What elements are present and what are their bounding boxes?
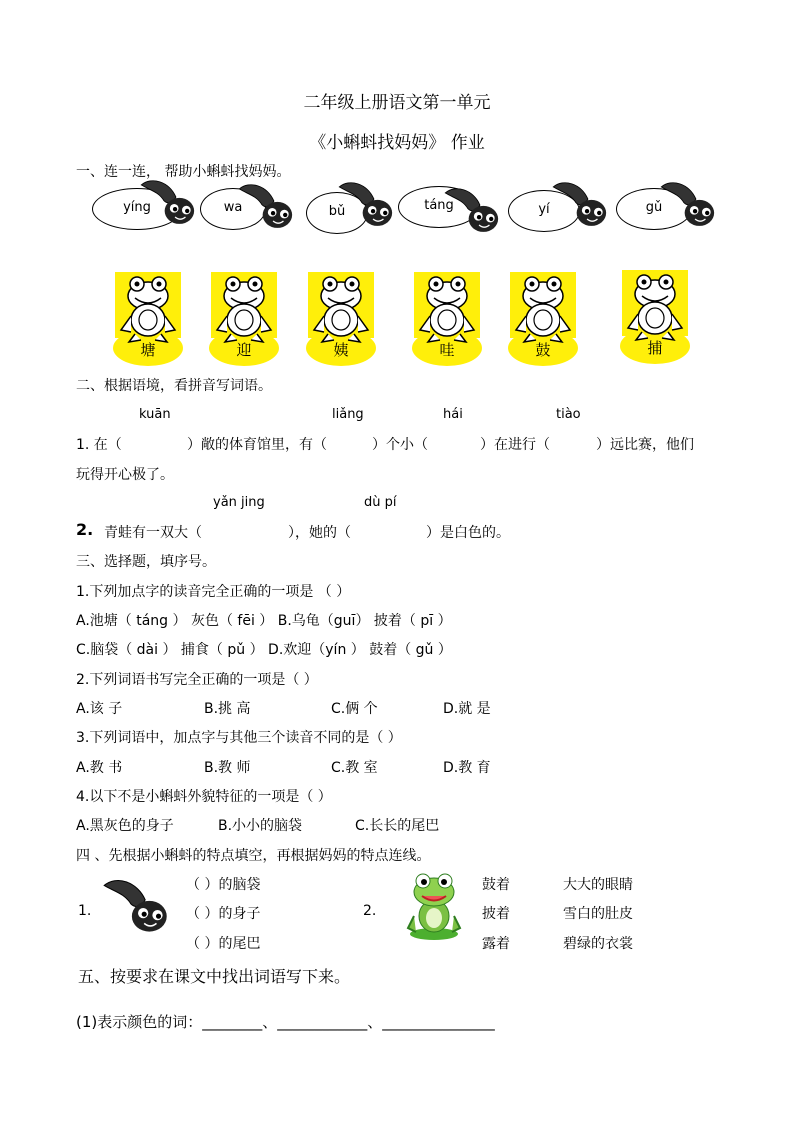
s2-q1-part: ）个小（ — [372, 437, 428, 453]
pinyin-label: yí — [538, 202, 550, 217]
page-subtitle: 《小蝌蚪找妈妈》 作业 — [309, 133, 485, 153]
s3-q3-option: D.教 育 — [443, 760, 491, 776]
s3-q4: 4.以下不是小蝌蚪外貌特征的一项是（ ） — [76, 789, 332, 805]
tadpole-icon — [232, 182, 302, 234]
s2-q1-part: 1. 在（ — [76, 437, 122, 453]
pinyin-hint: dù pí — [364, 495, 397, 510]
tadpole-icon — [546, 180, 616, 232]
s4-blank-line: （ ）的尾巴 — [186, 936, 261, 952]
page-title: 二年级上册语文第一单元 — [303, 93, 491, 113]
pinyin-label: táng — [424, 198, 454, 213]
s3-q3-option: B.教 师 — [204, 760, 251, 776]
s4-feature: 大大的眼睛 — [563, 877, 633, 893]
tadpole-icon — [654, 180, 724, 232]
tadpole-icon — [96, 876, 178, 940]
s3-q2: 2.下列词语书写完全正确的一项是（ ） — [76, 672, 318, 688]
s4-blank-line: （ ）的身子 — [186, 906, 261, 922]
frog-card — [510, 272, 576, 368]
pinyin-label: bǔ — [328, 204, 346, 219]
pinyin-hint: yǎn jing — [213, 495, 265, 510]
pinyin-hint: hái — [443, 407, 463, 422]
pinyin-label: wa — [223, 200, 243, 215]
pinyin-label: yíng — [123, 200, 151, 215]
s2-q1-part: ）远比赛，他们 — [596, 437, 694, 453]
green-frog-icon — [404, 872, 464, 942]
frog-icon — [622, 272, 688, 342]
s4-feature: 雪白的肚皮 — [563, 906, 633, 922]
frog-card — [308, 272, 374, 368]
frog-icon — [211, 274, 277, 344]
pinyin-label: gǔ — [645, 200, 663, 215]
section-5-heading: 五、按要求在课文中找出词语写下来。 — [78, 967, 351, 986]
s3-q3-option: A.教 书 — [76, 760, 123, 776]
frog-icon — [510, 274, 576, 344]
s4-verb: 露着 — [482, 936, 510, 952]
frog-character: 捕 — [647, 339, 663, 357]
tadpole-icon — [134, 178, 204, 230]
frog-card — [622, 270, 688, 366]
section-3-heading: 三、选择题，填序号。 — [76, 554, 216, 570]
s4-part1-number: 1. — [78, 903, 92, 919]
tadpole-icon — [332, 180, 402, 232]
s5-q1: (1)表示颜色的词：________、____________、_______________ — [76, 1013, 495, 1031]
s3-q3-option: C.教 室 — [331, 760, 378, 776]
s2-q1-part: ）在进行（ — [480, 437, 550, 453]
frog-character: 哇 — [439, 341, 455, 359]
s4-feature: 碧绿的衣裳 — [563, 936, 633, 952]
s3-q4-option: A.黑灰色的身子 — [76, 818, 174, 834]
frog-card — [414, 272, 480, 368]
s4-verb: 披着 — [482, 906, 510, 922]
s3-q4-option: B.小小的脑袋 — [218, 818, 303, 834]
s3-q1-options-cd: C.脑袋（ dài ） 捕食（ pǔ ） D.欢迎（yín ） 鼓着（ gǔ ） — [76, 642, 452, 658]
s2-q2-part: ）是白色的。 — [426, 525, 510, 541]
s4-part2-number: 2. — [363, 903, 377, 919]
s4-blank-line: （ ）的脑袋 — [186, 877, 261, 893]
pinyin-hint: tiào — [556, 407, 581, 422]
s2-q2-part: ），她的（ — [288, 525, 351, 541]
s3-q2-option: A.该 子 — [76, 701, 123, 717]
s2-q2-part: 青蛙有一双大（ — [104, 525, 202, 541]
s2-q1-part: ）敞的体育馆里，有（ — [187, 437, 327, 453]
frog-icon — [414, 274, 480, 344]
tadpole-icon — [438, 186, 508, 238]
section-4-heading: 四 、先根据小蝌蚪的特点填空，再根据妈妈的特点连线。 — [76, 848, 431, 864]
pinyin-hint: kuān — [139, 407, 171, 422]
s3-q1: 1.下列加点字的读音完全正确的一项是 （ ） — [76, 584, 351, 600]
pinyin-hint: liǎng — [332, 407, 364, 422]
s2-q2-number: 2. — [76, 520, 94, 539]
s3-q1-options-ab: A.池塘（ táng ） 灰色（ fēi ） B.乌龟（guī） 披着（ pī ） — [76, 613, 452, 629]
s2-q1-line2: 玩得开心极了。 — [76, 467, 174, 483]
frog-character: 塘 — [140, 341, 156, 359]
section-2-heading: 二、根据语境，看拼音写词语。 — [76, 378, 272, 394]
s3-q2-option: D.就 是 — [443, 701, 491, 717]
s3-q4-option: C.长长的尾巴 — [355, 818, 440, 834]
s4-verb: 鼓着 — [482, 877, 510, 893]
frog-card — [115, 272, 181, 368]
frog-character: 鼓 — [535, 341, 551, 359]
frog-card — [211, 272, 277, 368]
s3-q2-option: C.俩 个 — [331, 701, 378, 717]
s3-q3: 3.下列词语中，加点字与其他三个读音不同的是（ ） — [76, 730, 402, 746]
frog-character: 姨 — [333, 341, 349, 359]
s3-q2-option: B.挑 高 — [204, 701, 251, 717]
section-1-heading: 一、连一连， 帮助小蝌蚪找妈妈。 — [76, 164, 291, 180]
frog-icon — [115, 274, 181, 344]
frog-icon — [308, 274, 374, 344]
frog-character: 迎 — [236, 341, 252, 359]
